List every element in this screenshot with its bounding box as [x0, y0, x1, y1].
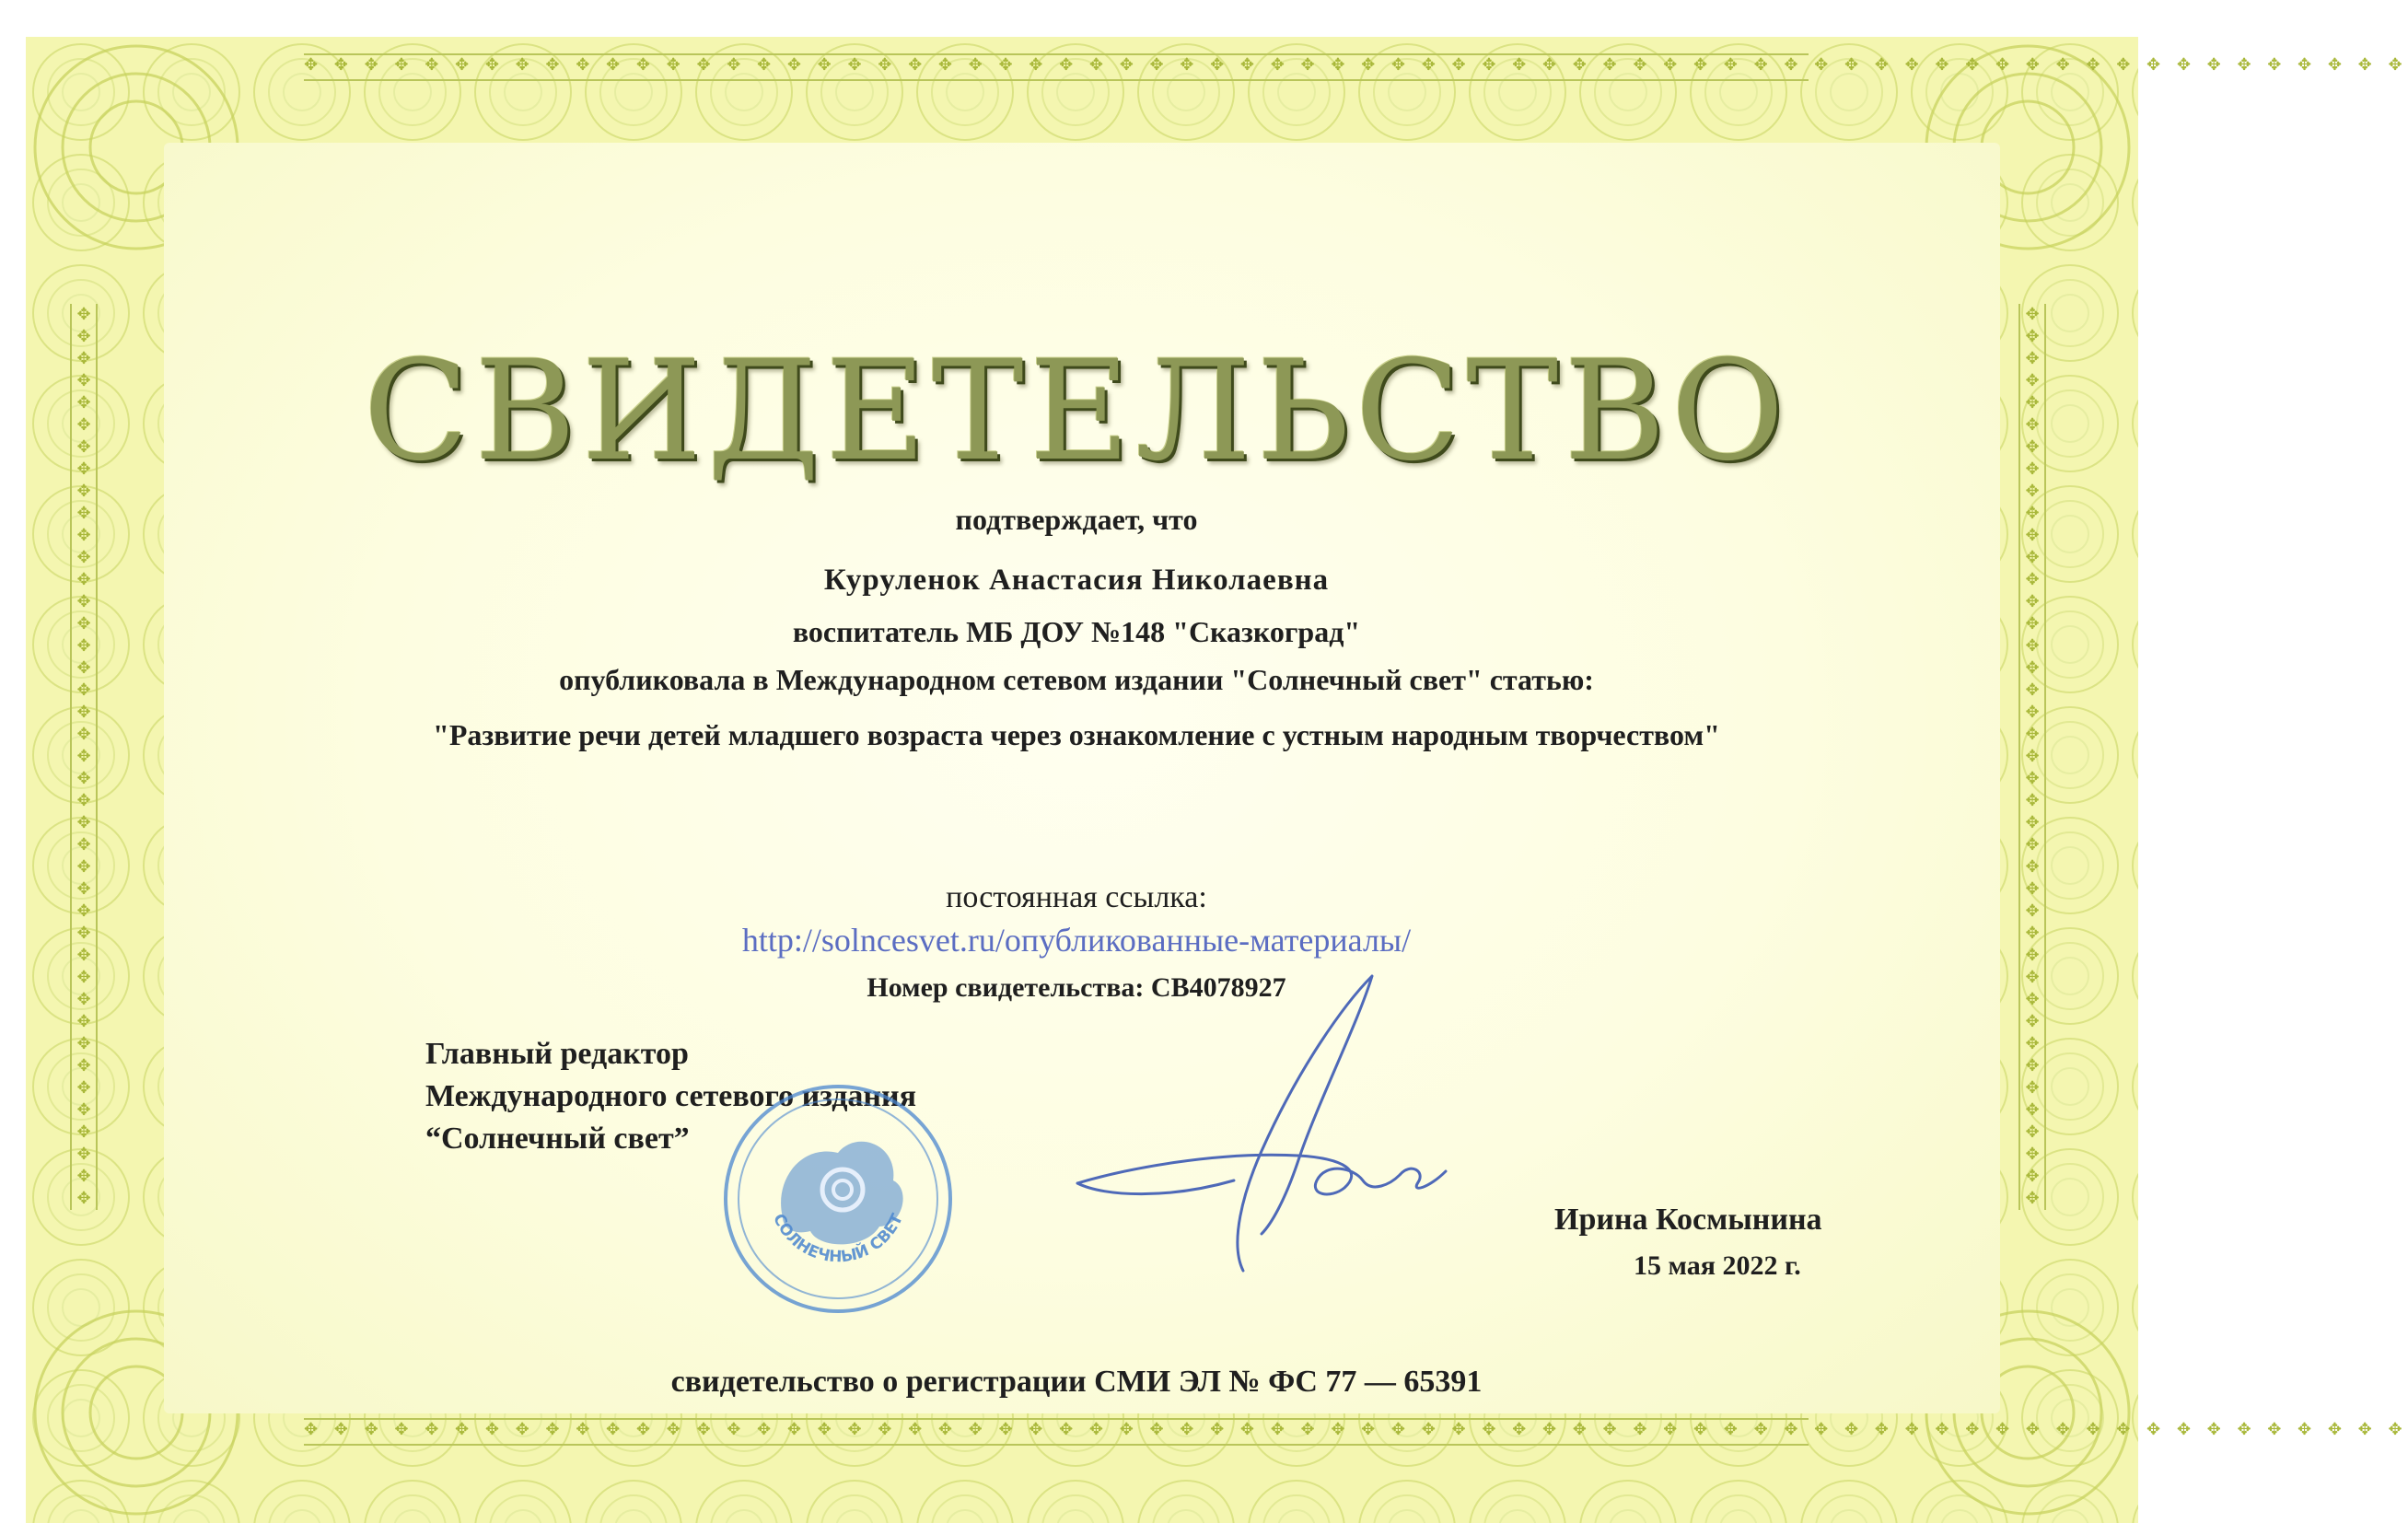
permalink-label: постоянная ссылка:	[946, 880, 1207, 914]
ornamental-border-top: ✥ ✥ ✥ ✥ ✥ ✥ ✥ ✥ ✥ ✥ ✥ ✥ ✥ ✥ ✥ ✥ ✥ ✥ ✥ ✥ ✥ ✥ ✥ ✥ ✥ ✥ ✥ ✥ ✥ ✥ ✥ ✥ ✥ ✥ ✥ ✥ ✥ ✥ ✥ ✥ ✥ ✥ ✥ ✥ ✥ ✥ ✥ ✥ ✥ ✥ ✥ ✥ ✥ ✥ ✥ ✥ ✥ ✥ ✥ ✥ ✥ ✥ ✥ ✥ ✥ ✥ ✥ ✥ ✥ ✥	[304, 53, 1809, 81]
media-registration: свидетельство о регистрации СМИ ЭЛ № ФС 77 — 65391	[670, 1365, 1483, 1399]
signer-name: Ирина Космынина	[1554, 1203, 1822, 1237]
certificate-subtitle: подтверждает, что	[955, 503, 1198, 536]
recipient-name: Куруленок Анастасия Николаевна	[823, 564, 1330, 597]
editor-title: Главный редактор	[425, 1037, 689, 1071]
ornamental-border-left: ✥✥✥✥✥✥✥✥✥✥✥✥✥✥✥✥✥✥✥✥✥✥✥✥✥✥✥✥✥✥✥✥✥✥✥✥✥✥✥✥✥	[70, 304, 98, 1210]
ornamental-border-bottom: ✥ ✥ ✥ ✥ ✥ ✥ ✥ ✥ ✥ ✥ ✥ ✥ ✥ ✥ ✥ ✥ ✥ ✥ ✥ ✥ ✥ ✥ ✥ ✥ ✥ ✥ ✥ ✥ ✥ ✥ ✥ ✥ ✥ ✥ ✥ ✥ ✥ ✥ ✥ ✥ ✥ ✥ ✥ ✥ ✥ ✥ ✥ ✥ ✥ ✥ ✥ ✥ ✥ ✥ ✥ ✥ ✥ ✥ ✥ ✥ ✥ ✥ ✥ ✥ ✥ ✥ ✥ ✥ ✥ ✥	[304, 1418, 1809, 1446]
recipient-position: воспитатель МБ ДОУ №148 "Сказкоград"	[792, 615, 1361, 648]
handwritten-signature	[1068, 967, 1455, 1298]
editor-publication-name: “Солнечный свет”	[425, 1122, 690, 1156]
article-title: "Развитие речи детей младшего возраста через ознакомление с устным народным творчеством"	[433, 718, 1720, 751]
certificate-title: СВИДЕТЕЛЬСТВО	[363, 331, 1790, 492]
permalink-url[interactable]: http://solncesvet.ru/опубликованные-материалы/	[741, 922, 1412, 959]
publisher-stamp	[718, 1079, 958, 1319]
publication-statement: опубликовала в Международном сетевом издании "Солнечный свет" статью:	[559, 663, 1594, 696]
certificate-number: Номер свидетельства: СВ4078927	[867, 972, 1286, 1003]
certificate-sheet	[26, 37, 2138, 1523]
issue-date: 15 мая 2022 г.	[1634, 1250, 1801, 1281]
editor-publication: Международного сетевого издания	[425, 1079, 917, 1113]
stamp-text: СОЛНЕЧНЫЙ СВЕТ	[769, 1211, 907, 1267]
ornamental-border-right: ✥✥✥✥✥✥✥✥✥✥✥✥✥✥✥✥✥✥✥✥✥✥✥✥✥✥✥✥✥✥✥✥✥✥✥✥✥✥✥✥✥	[2018, 304, 2046, 1210]
